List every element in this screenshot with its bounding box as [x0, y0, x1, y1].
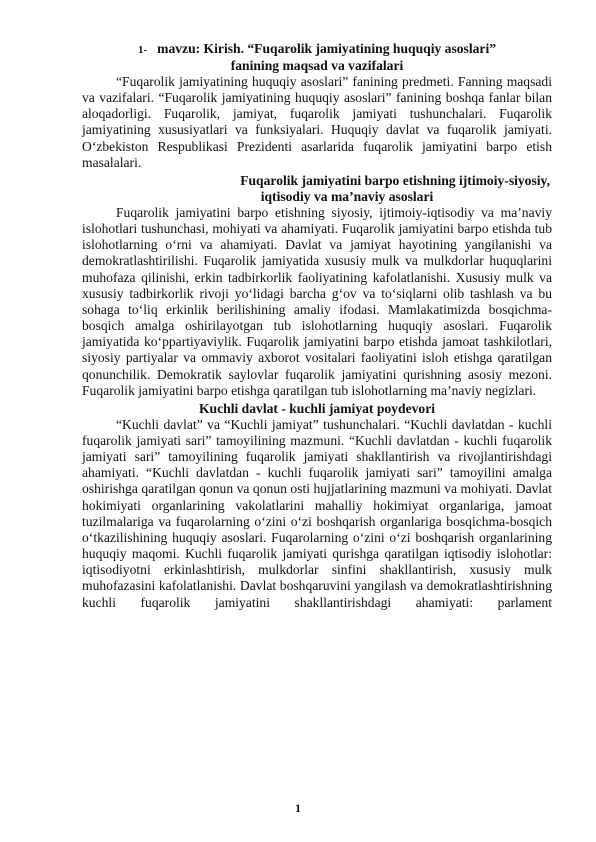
topic-title-text: mavzu: Kirish. “Fuqarolik jamiyatining huquqiy asoslari”: [157, 41, 497, 56]
section-1-paragraph: Fuqarolik jamiyatini barpo etishning siyosiy, ijtimoiy-iqtisodiy va ma’naviy islohotlari tushunchasi, mohiyati va ahamiyati. Fuqarolik jamiyatini barpo etishda tub islohotlarning o‘rni va ahamiyati. Davlat va jamiyat hayotining yangilanishi va demokratlashtirilishi. Fuqarolik jamiyatida xususiy mulk va mulkdorlar huquqlarini muhofaza qilinishi, erkin tadbirkorlik faoliyatining kafolatlanishi. Xususiy mulk va xususiy tadbirkorlik rivoji yo‘lidagi barcha g‘ov va to‘siqlarni olib tashlash va bu sohaga to‘liq erkinlik berilishining amaliy ifodasi. Mamlakatimizda bosqichma-bosqich amalga oshirilayotgan tub islohotlarning huquqiy asoslari. Fuqarolik jamiyatida ko‘ppartiyaviylik. Fuqarolik jamiyatini barpo etishda jamoat tashkilotlari, siyosiy partiyalar va ommaviy axborot vositalari faoliyatini isloh etishga qaratilgan qonunchilik. Demokratik saylovlar fuqarolik jamiyatini qurishning asosiy mezoni. Fuqarolik jamiyatini barpo etishga qaratilgan tub islohotlarning ma’naviy negizlari.: [82, 204, 552, 398]
section-1-heading: [82, 173, 552, 205]
section-2-paragraph: “Kuchli davlat” va “Kuchli jamiyat” tushunchalari. “Kuchli davlatdan - kuchli fuqarolik jamiyati sari” tamoyilining mazmuni. “Kuchli davlatdan - kuchli fuqarolik jamiyati sari” tamoyilining fuqarolik jamiyati shakllantirish va rivojlantirishdagi ahamiyati. “Kuchli davlatdan - kuchli fuqarolik jamiyati sari” tamoyilini amalga oshirishga qaratilgan qonun va qonun osti hujjatlarining mazmuni va mohiyati. Davlat hokimiyati organlarining vakolatlarini mahalliy hokimiyat organlariga, jamoat tuzilmalariga va fuqarolarning o‘zini o‘zi boshqarish organlariga bosqichma-bosqich o‘tkazilishining huquqiy asoslari. Fuqarolarning o‘zini o‘zi boshqarish organlarining huquqiy maqomi. Kuchli fuqarolik jamiyati qurishga qaratilgan iqtisodiy islohotlar: iqtisodiyotni erkinlashtirish, mulkdorlar sinfini shakllantirish, xususiy mulk muhofazasini kafolatlanishi. Davlat boshqaruvini yangilash va demokratlashtirishning kuchli fuqarolik jamiyatini shakllantirishdagi ahamiyati: parlament: [82, 416, 552, 610]
topic-title: [82, 41, 552, 74]
topic-title-line-1: [82, 41, 552, 58]
topic-number: 1-: [137, 44, 148, 56]
page-number: 1: [295, 801, 301, 815]
section-1-heading-line-1: Fuqarolik jamiyatini barpo etishning ijtimoiy-siyosiy,: [240, 172, 550, 188]
topic-title-line-2: fanining maqsad va vazifalari: [230, 58, 404, 73]
section-2-heading: Kuchli davlat - kuchli jamiyat poydevori: [198, 400, 436, 416]
section-1-heading-line-2: iqtisodiy va ma’naviy asoslari: [260, 188, 434, 204]
page-content: [82, 41, 552, 611]
intro-paragraph: “Fuqarolik jamiyatining huquqiy asoslari” fanining predmeti. Fanning maqsadi va vazifalari. “Fuqarolik jamiyatining huquqiy asoslari” fanining boshqa fanlar bilan aloqadorligi. Fuqarolik, jamiyat, fuqarolik jamiyati tushunchalari. Fuqarolik jamiyatining xususiyatlari va funksiyalari. Huquqiy davlat va fuqarolik jamiyati. O‘zbekiston Respublikasi Prezidenti asarlarida fuqarolik jamiyatini barpo etish masalalari.: [82, 74, 552, 170]
